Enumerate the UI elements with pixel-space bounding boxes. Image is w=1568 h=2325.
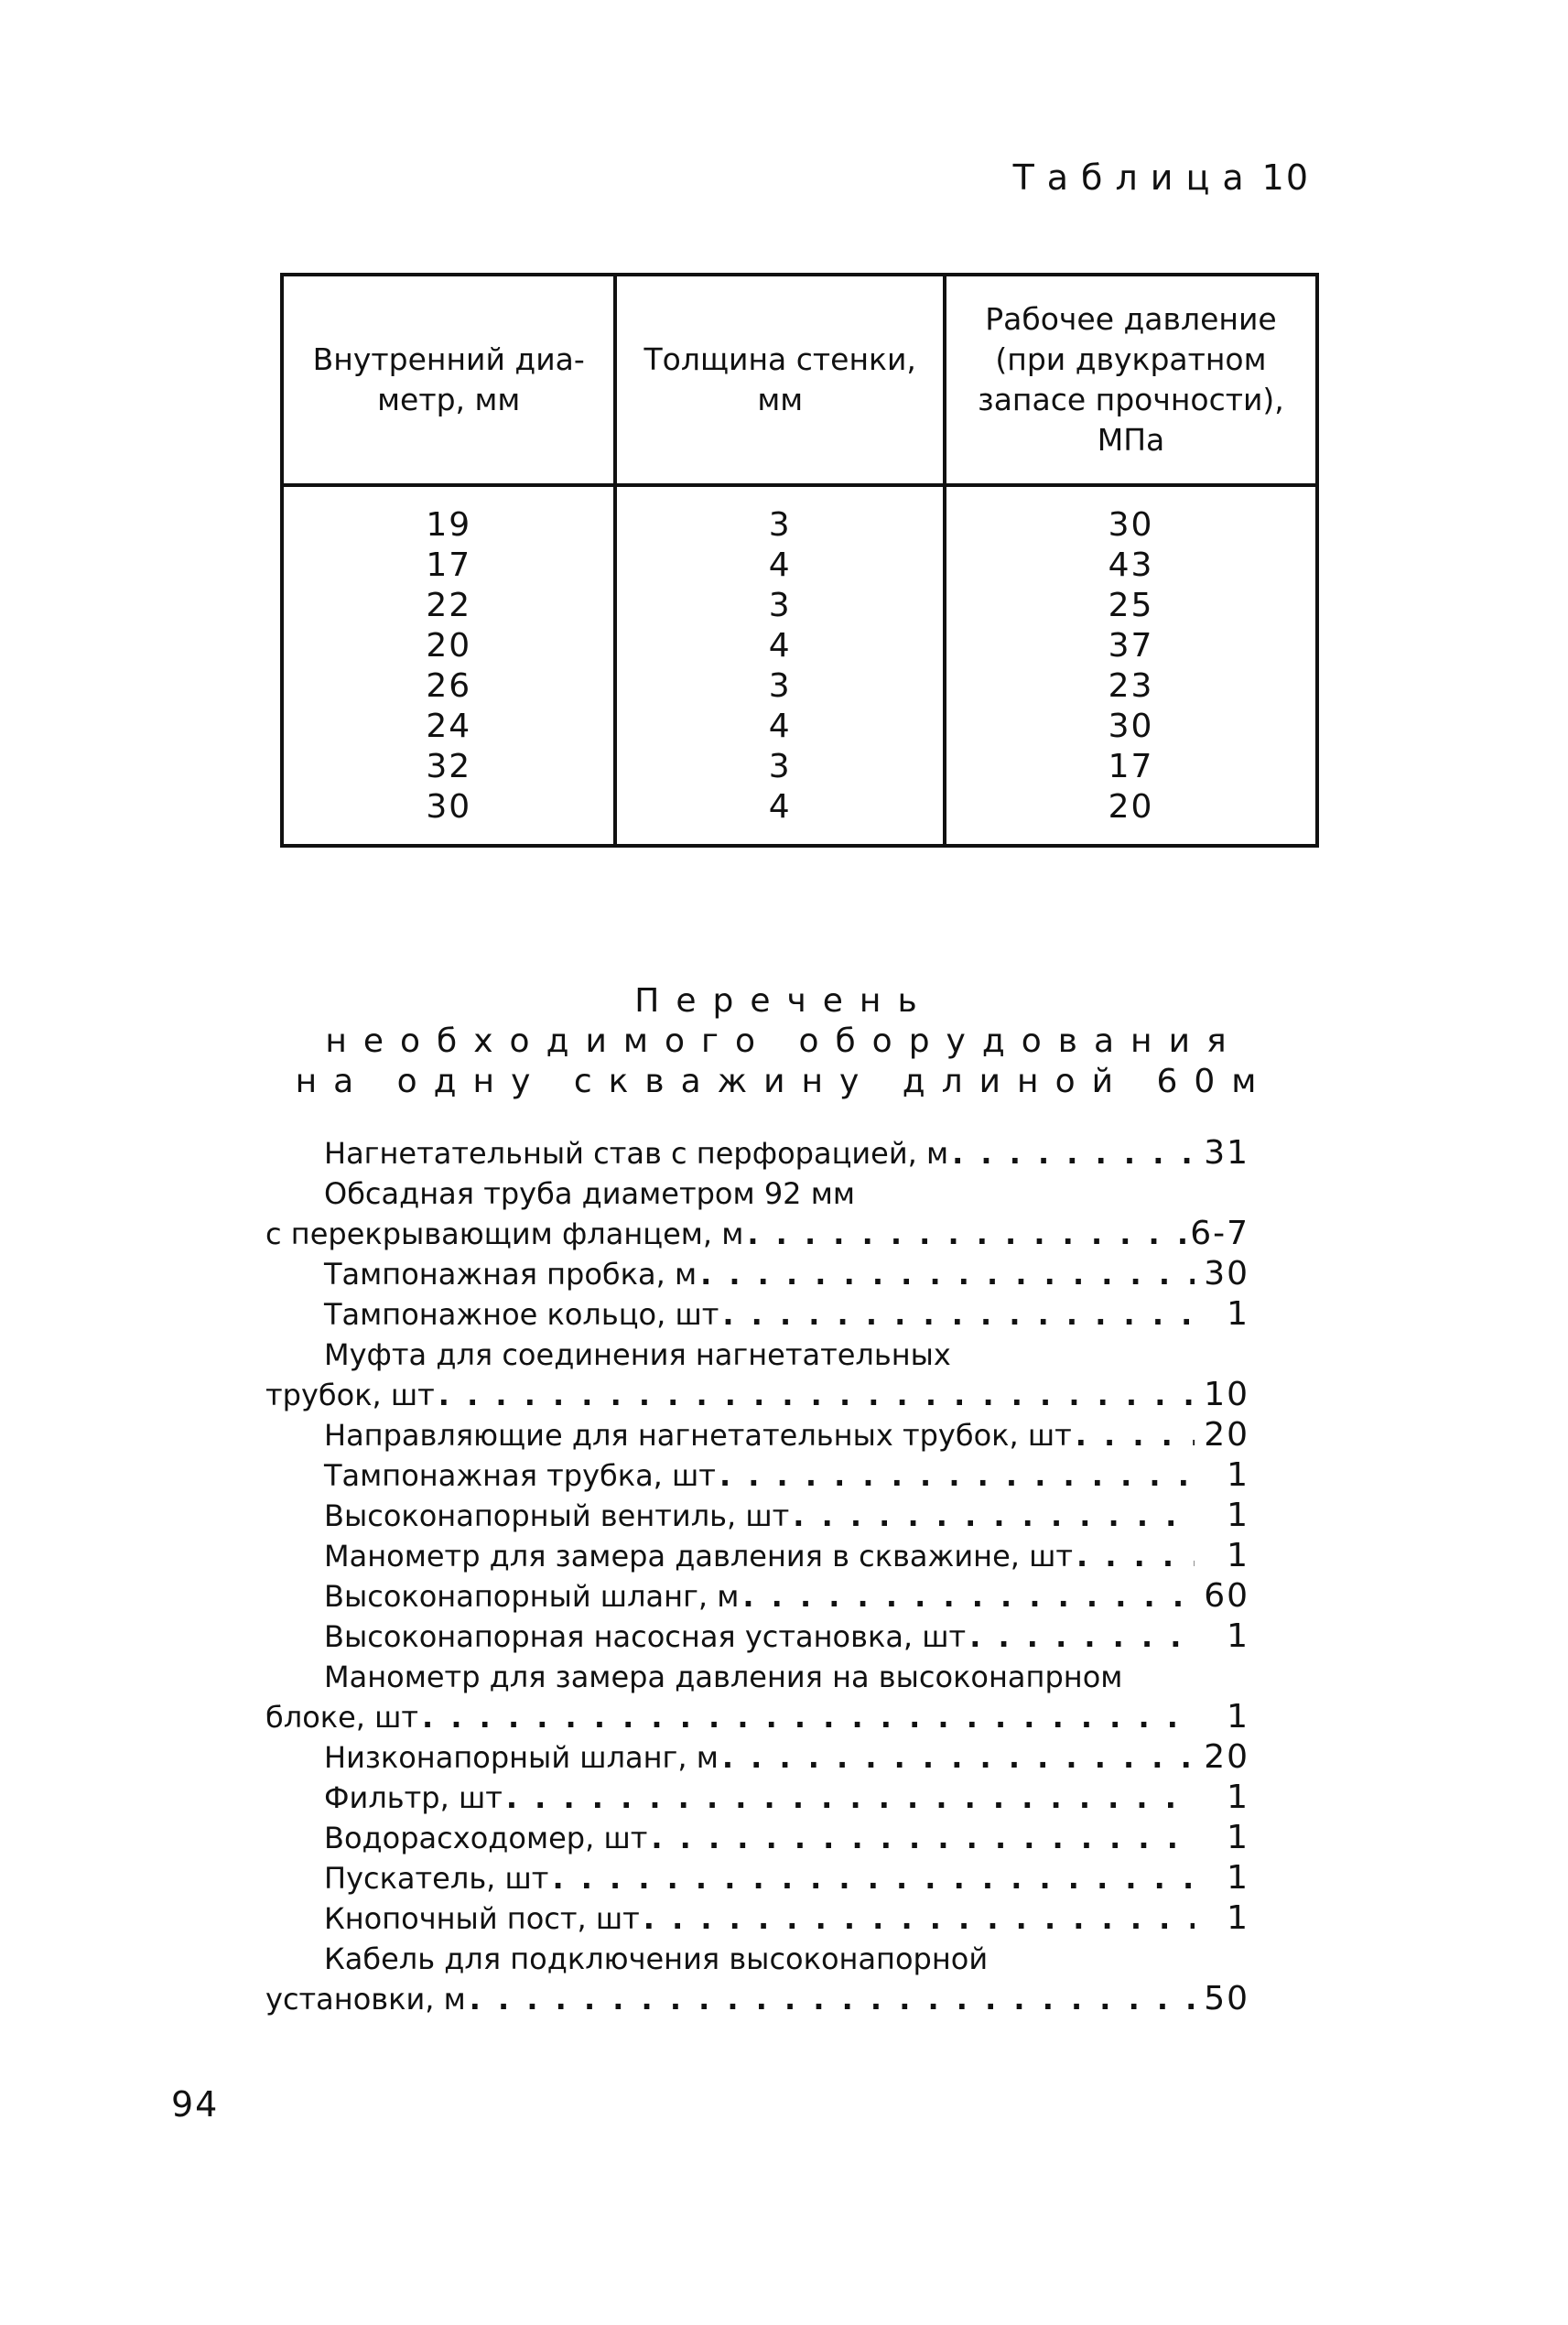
table-row: [282, 747, 1317, 787]
table-cell: 26: [282, 666, 615, 707]
dot-leader: [719, 1455, 1195, 1496]
table-row: [282, 546, 1317, 586]
item-text-continued: с перекрывающим фланцем, м: [265, 1217, 744, 1251]
list-item-first-line: [265, 1657, 1249, 1697]
table-cell: 4: [615, 787, 944, 846]
table-cell: 20: [945, 787, 1317, 846]
item-text: Низконапорный шланг, м: [324, 1740, 719, 1775]
list-item: [265, 1576, 1249, 1617]
item-value: 1: [1227, 1859, 1249, 1897]
header-working-pressure: Рабочее давление (при двукратном запасе прочности), МПа: [945, 275, 1317, 485]
item-value: 1: [1227, 1456, 1249, 1494]
list-item: [265, 1496, 1249, 1536]
item-value: 20: [1204, 1738, 1249, 1776]
item-text: Пускатель, шт: [324, 1861, 549, 1896]
dot-leader: [552, 1858, 1195, 1898]
table-row: [282, 586, 1317, 626]
list-item: [265, 1898, 1249, 1939]
item-value: 1: [1227, 1497, 1249, 1534]
table-cell: 30: [945, 707, 1317, 747]
item-text: Тампонажное кольцо, шт: [324, 1297, 719, 1332]
item-text: Кнопочный пост, шт: [324, 1901, 640, 1936]
item-text: Высоконапорный шланг, м: [324, 1579, 740, 1614]
item-value: 1: [1227, 1617, 1249, 1655]
table-cell: 4: [615, 626, 944, 666]
table-cell: 37: [945, 626, 1317, 666]
dot-leader: [651, 1818, 1195, 1858]
dot-leader: [1076, 1536, 1195, 1576]
list-title-line3: на одну скважину длиной 60м: [295, 1063, 1273, 1100]
item-value: 1: [1227, 1295, 1249, 1333]
table-row: [282, 787, 1317, 846]
equipment-list: [265, 1133, 1249, 2019]
table-cell: 30: [945, 485, 1317, 546]
item-text: Фильтр, шт: [324, 1780, 503, 1815]
table-row: [282, 707, 1317, 747]
dot-leader: [422, 1697, 1195, 1737]
list-item: [265, 1737, 1249, 1778]
list-item: [265, 1375, 1249, 1415]
dot-leader: [1076, 1415, 1195, 1455]
item-value: 1: [1227, 1819, 1249, 1856]
dot-leader: [470, 1979, 1195, 2019]
dot-leader: [700, 1254, 1195, 1294]
item-value: 1: [1227, 1537, 1249, 1574]
dot-leader: [722, 1737, 1195, 1778]
data-table: [280, 273, 1319, 848]
dot-leader: [742, 1576, 1195, 1617]
table-cell: 32: [282, 747, 615, 787]
table-cell: 4: [615, 546, 944, 586]
item-value: 30: [1204, 1255, 1249, 1292]
item-text: Тампонажная пробка, м: [324, 1257, 697, 1292]
list-item-first-line: [265, 1173, 1249, 1214]
header-wall-thickness: Толщина стенки, мм: [615, 275, 944, 485]
item-text: Тампонажная трубка, шт: [324, 1458, 716, 1493]
list-item: [265, 1133, 1249, 1173]
item-text: Нагнетательный став с перфорацией, м: [324, 1136, 949, 1171]
table-cell: 3: [615, 747, 944, 787]
item-text: Высоконапорный вентиль, шт: [324, 1498, 790, 1533]
dot-leader: [747, 1214, 1186, 1254]
dot-leader: [722, 1294, 1195, 1335]
dot-leader: [643, 1898, 1195, 1939]
item-value: 10: [1204, 1376, 1249, 1413]
list-item: [265, 1617, 1249, 1657]
table-cell: 23: [945, 666, 1317, 707]
table-cell: 25: [945, 586, 1317, 626]
list-item: [265, 1979, 1249, 2019]
item-text: Манометр для замера давления в скважине, шт: [324, 1539, 1074, 1573]
item-text: Муфта для соединения нагнетательных: [324, 1337, 951, 1372]
table-row: [282, 626, 1317, 666]
list-item: [265, 1214, 1249, 1254]
table-row: [282, 666, 1317, 707]
list-title-line1: Перечень: [634, 982, 934, 1020]
item-text: Обсадная труба диаметром 92 мм: [324, 1176, 855, 1211]
table-cell: 17: [282, 546, 615, 586]
item-value: 20: [1204, 1416, 1249, 1454]
table-caption-number: 10: [1261, 157, 1310, 198]
list-item: [265, 1858, 1249, 1898]
table-cell: 19: [282, 485, 615, 546]
table-cell: 22: [282, 586, 615, 626]
table-cell: 24: [282, 707, 615, 747]
item-value: 50: [1204, 1980, 1249, 2017]
table-caption-label: Таблица: [1012, 157, 1257, 198]
list-item-first-line: [265, 1335, 1249, 1375]
item-value: 6-7: [1190, 1215, 1249, 1252]
table-cell: 20: [282, 626, 615, 666]
item-text-continued: трубок, шт: [265, 1378, 435, 1412]
list-item: [265, 1697, 1249, 1737]
item-text: Кабель для подключения высоконапорной: [324, 1941, 989, 1976]
dot-leader: [969, 1617, 1195, 1657]
list-item: [265, 1778, 1249, 1818]
item-text: Манометр для замера давления на высоконапрном: [324, 1660, 1123, 1694]
dot-leader: [793, 1496, 1195, 1536]
list-item: [265, 1415, 1249, 1455]
item-value: 1: [1227, 1899, 1249, 1937]
item-text: Направляющие для нагнетательных трубок, шт: [324, 1418, 1072, 1453]
item-text: Высоконапорная насосная установка, шт: [324, 1619, 967, 1654]
page-number: 94: [171, 2084, 220, 2125]
table-cell: 3: [615, 485, 944, 546]
dot-leader: [438, 1375, 1195, 1415]
list-item: [265, 1254, 1249, 1294]
item-value: 1: [1227, 1779, 1249, 1816]
table-cell: 30: [282, 787, 615, 846]
item-value: 1: [1227, 1698, 1249, 1736]
table-header-row: [282, 275, 1317, 485]
list-title-line2: необходимого оборудования: [325, 1022, 1243, 1060]
table-cell: 17: [945, 747, 1317, 787]
list-item: [265, 1818, 1249, 1858]
table-cell: 4: [615, 707, 944, 747]
item-value: 60: [1204, 1577, 1249, 1615]
table-row: [282, 485, 1317, 546]
table-cell: 43: [945, 546, 1317, 586]
list-item-first-line: [265, 1939, 1249, 1979]
item-text-continued: установки, м: [265, 1982, 466, 2017]
table-caption: [1013, 157, 1310, 198]
header-inner-diameter: Внутренний диа-метр, мм: [282, 275, 615, 485]
item-text: Водорасходомер, шт: [324, 1821, 648, 1855]
table-cell: 3: [615, 666, 944, 707]
table-cell: 3: [615, 586, 944, 626]
item-value: 31: [1204, 1134, 1249, 1172]
dot-leader: [506, 1778, 1195, 1818]
dot-leader: [952, 1133, 1195, 1173]
list-item: [265, 1455, 1249, 1496]
item-text-continued: блоке, шт: [265, 1700, 419, 1735]
list-item: [265, 1536, 1249, 1576]
list-item: [265, 1294, 1249, 1335]
